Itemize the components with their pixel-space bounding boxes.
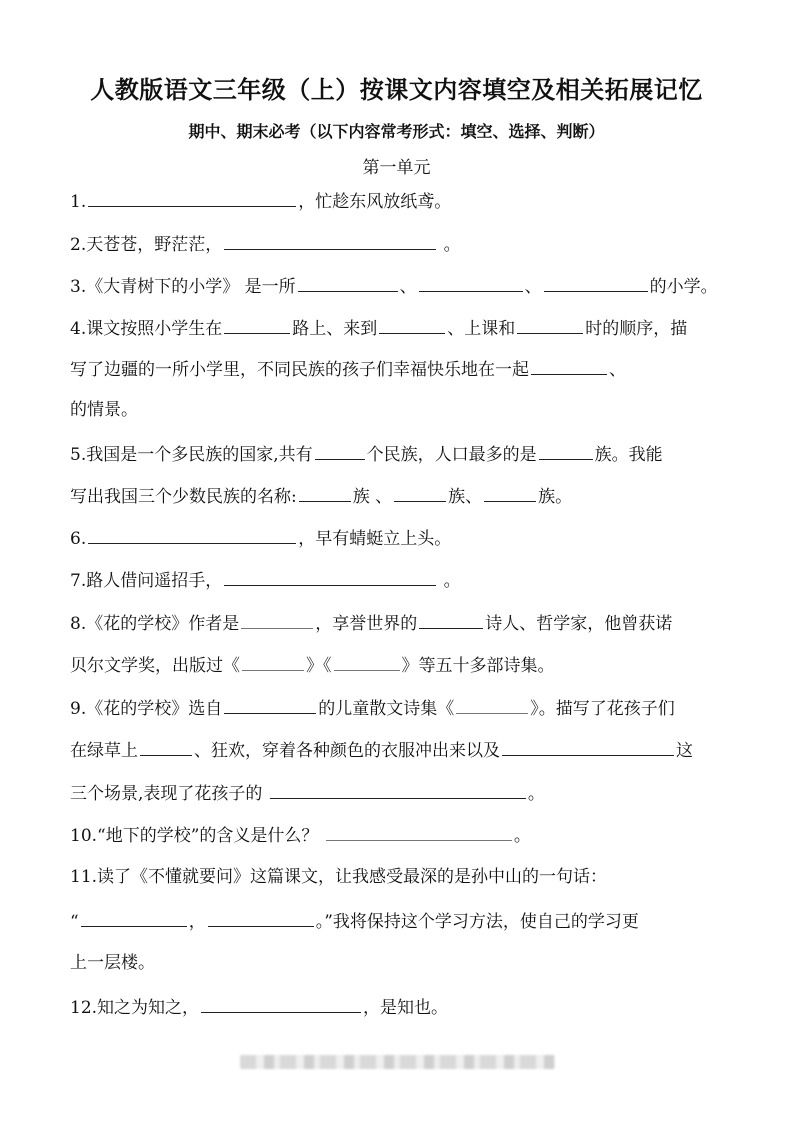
question-text: 。 — [443, 571, 461, 591]
question-text: 》《 — [306, 656, 332, 676]
document-subtitle: 期中、期末必考（以下内容常考形式：填空、选择、判断） — [188, 122, 605, 141]
blurred-watermark — [240, 1055, 555, 1069]
question-text: 路上、来到 — [292, 319, 378, 339]
question-1 — [70, 188, 451, 214]
question-text: 》。描写了花孩子们 — [530, 699, 675, 719]
question-text: 12.知之为知之， — [70, 998, 200, 1018]
question-text: 6. — [70, 529, 87, 549]
question-text: 5.我国是一个多民族的国家,共有 — [70, 445, 313, 465]
question-text: 时的顺序，描 — [585, 319, 688, 339]
question-3 — [70, 273, 718, 299]
question-11-line-2 — [70, 908, 639, 934]
question-text: 族、 — [448, 487, 483, 507]
question-text: ，是知也。 — [363, 998, 449, 1018]
answer-blank[interactable] — [502, 737, 674, 756]
question-text: ， — [188, 912, 206, 932]
question-11-line-1 — [70, 865, 607, 889]
answer-blank[interactable] — [456, 695, 528, 714]
answer-blank[interactable] — [315, 441, 365, 460]
question-text: 、狂欢，穿着各种颜色的衣服冲出来以及 — [194, 741, 500, 761]
answer-blank[interactable] — [224, 695, 316, 714]
question-text: “ — [70, 912, 79, 932]
answer-blank[interactable] — [241, 610, 313, 629]
question-text: 贝尔文学奖，出版过《 — [70, 656, 240, 676]
question-text: ，忙趁东风放纸鸢。 — [298, 192, 452, 212]
question-text: 7.路人借问遥招手， — [70, 571, 223, 591]
question-text: 、 — [609, 360, 626, 380]
answer-blank[interactable] — [298, 273, 398, 292]
answer-blank[interactable] — [208, 908, 314, 927]
answer-blank[interactable] — [88, 525, 296, 544]
question-7 — [70, 567, 461, 593]
question-text: 、 — [524, 277, 542, 297]
answer-blank[interactable] — [531, 356, 607, 375]
answer-blank[interactable] — [379, 315, 445, 334]
question-text: 的儿童散文诗集《 — [318, 699, 455, 719]
question-text: 10.“地下的学校”的含义是什么？ — [70, 826, 324, 846]
question-5-line-2 — [70, 483, 572, 509]
document-title: 人教版语文三年级（上）按课文内容填空及相关拓展记忆 — [90, 75, 703, 104]
question-4-line-3 — [70, 398, 138, 422]
answer-blank[interactable] — [140, 737, 192, 756]
unit-heading: 第一单元 — [362, 158, 431, 178]
question-text: ，早有蜻蜓立上头。 — [298, 529, 452, 549]
answer-blank[interactable] — [224, 231, 436, 250]
answer-blank[interactable] — [270, 780, 526, 799]
question-text: 族。我能 — [594, 445, 663, 465]
question-9-line-1 — [70, 695, 675, 721]
question-8-line-1 — [70, 610, 672, 636]
answer-blank[interactable] — [334, 652, 400, 671]
answer-blank[interactable] — [394, 483, 446, 502]
question-text: 在绿草上 — [70, 741, 138, 761]
answer-blank[interactable] — [539, 441, 593, 460]
question-8-line-2 — [70, 652, 555, 678]
question-text: 3.《大青树下的小学》 是一所 — [70, 277, 296, 297]
answer-blank[interactable] — [242, 652, 304, 671]
question-text: 、上课和 — [447, 319, 516, 339]
answer-blank[interactable] — [201, 994, 361, 1013]
question-text: 写了边疆的一所小学里，不同民族的孩子们幸福快乐地在一起 — [70, 360, 529, 380]
question-9-line-2 — [70, 737, 693, 763]
question-9-line-3 — [70, 780, 545, 806]
question-text: 这 — [676, 741, 693, 761]
question-text: 个民族，人口最多的是 — [366, 445, 537, 465]
question-text: 的小学。 — [649, 277, 718, 297]
question-text: 。 — [527, 784, 545, 804]
answer-blank[interactable] — [419, 610, 483, 629]
answer-blank[interactable] — [224, 315, 290, 334]
question-text: 1. — [70, 192, 87, 212]
question-11-line-3 — [70, 951, 155, 975]
question-5-line-1 — [70, 441, 663, 467]
answer-blank[interactable] — [419, 273, 523, 292]
question-text: 。 — [443, 235, 461, 255]
answer-blank[interactable] — [224, 567, 436, 586]
answer-blank[interactable] — [544, 273, 648, 292]
question-text: 9.《花的学校》选自 — [70, 699, 223, 719]
question-text: 、 — [399, 277, 417, 297]
question-text: ，享誉世界的 — [315, 614, 418, 634]
question-text: 4.课文按照小学生在 — [70, 319, 223, 339]
question-text: 上一层楼。 — [70, 953, 155, 973]
answer-blank[interactable] — [326, 822, 512, 841]
question-2 — [70, 231, 461, 257]
question-text: 。 — [513, 826, 531, 846]
question-4-line-2 — [70, 356, 626, 382]
question-4-line-1 — [70, 315, 687, 341]
answer-blank[interactable] — [299, 483, 351, 502]
answer-blank[interactable] — [517, 315, 583, 334]
question-text: 11.读了《不懂就要问》这篇课文，让我感受最深的是孙中山的一句话： — [70, 867, 608, 887]
answer-blank[interactable] — [81, 908, 187, 927]
answer-blank[interactable] — [88, 188, 296, 207]
question-text: 诗人、哲学家，他曾获诺 — [485, 614, 673, 634]
question-text: 三个场景,表现了花孩子的 — [70, 784, 268, 804]
question-text: 2.天苍苍，野茫茫， — [70, 235, 223, 255]
question-text: 》等五十多部诗集。 — [401, 656, 555, 676]
question-6 — [70, 525, 451, 551]
question-text: 族。 — [538, 487, 573, 507]
question-text: 族 、 — [352, 487, 393, 507]
question-10 — [70, 822, 531, 848]
question-12 — [70, 994, 448, 1020]
question-text: 的情景。 — [70, 400, 138, 420]
question-text: 。”我将保持这个学习方法，使自己的学习更 — [315, 912, 639, 932]
answer-blank[interactable] — [484, 483, 536, 502]
question-text: 写出我国三个少数民族的名称: — [70, 487, 297, 507]
question-text: 8.《花的学校》作者是 — [70, 614, 240, 634]
